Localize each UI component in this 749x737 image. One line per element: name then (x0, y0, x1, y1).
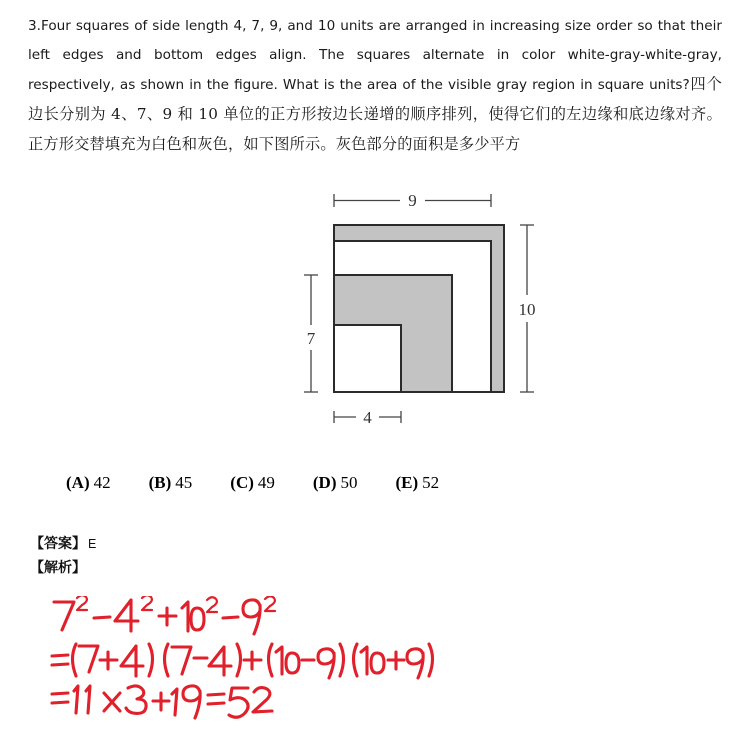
square-4-white (334, 325, 401, 392)
choice-a-letter: (A) (66, 473, 90, 492)
explanation-line (30, 556, 530, 580)
problem-text-chinese: 四个边长分别为 4、7、9 和 10 单位的正方形按边长递增的顺序排列，使得它们的左边缘和底边缘对齐。正方形交替填充为白色和灰色，如下图所示。灰色部分的面积是多少平方 (28, 75, 722, 153)
answer-value: E (88, 537, 97, 551)
dimension-bottom-4-label: 4 (363, 408, 372, 427)
answer-choices (66, 473, 666, 493)
choice-a-value: 42 (93, 473, 111, 492)
problem-number: 3. (28, 18, 41, 34)
choice-b-value: 45 (175, 473, 193, 492)
handwritten-solution (46, 596, 526, 721)
choice-e-value: 52 (422, 473, 440, 492)
choice-c-letter: (C) (230, 473, 254, 492)
dimension-top-9-label: 9 (408, 191, 417, 210)
choice-d-letter: (D) (312, 473, 337, 492)
dimension-left-7-label: 7 (306, 329, 316, 348)
handwriting-svg (46, 596, 526, 721)
solution-block (30, 532, 530, 580)
dimension-right-10-label: 10 (518, 300, 536, 319)
answer-label: 【答案】 (30, 536, 86, 552)
choice-c[interactable] (230, 473, 275, 493)
choice-a[interactable] (66, 473, 111, 493)
choice-c-value: 49 (257, 473, 275, 492)
problem-statement (28, 12, 722, 160)
choice-b-letter: (B) (148, 473, 172, 492)
nested-squares-figure (282, 170, 562, 440)
choice-b[interactable] (149, 473, 193, 493)
answer-line (30, 532, 530, 556)
choice-d-value: 50 (340, 473, 358, 492)
choice-e[interactable] (396, 473, 440, 493)
figure-area (0, 170, 749, 440)
choice-d[interactable] (313, 473, 358, 493)
problem-text-english: Four squares of side length 4, 7, 9, and 10 units are arranged in increasing size order so that their left edges and bottom edges align. The squares alternate in color white-gray-white-gray, respectively, as shown in the figure. What is the area of the visible gray region in square units? (28, 18, 722, 93)
choice-e-letter: (E) (395, 473, 419, 492)
explanation-label: 【解析】 (30, 560, 86, 576)
